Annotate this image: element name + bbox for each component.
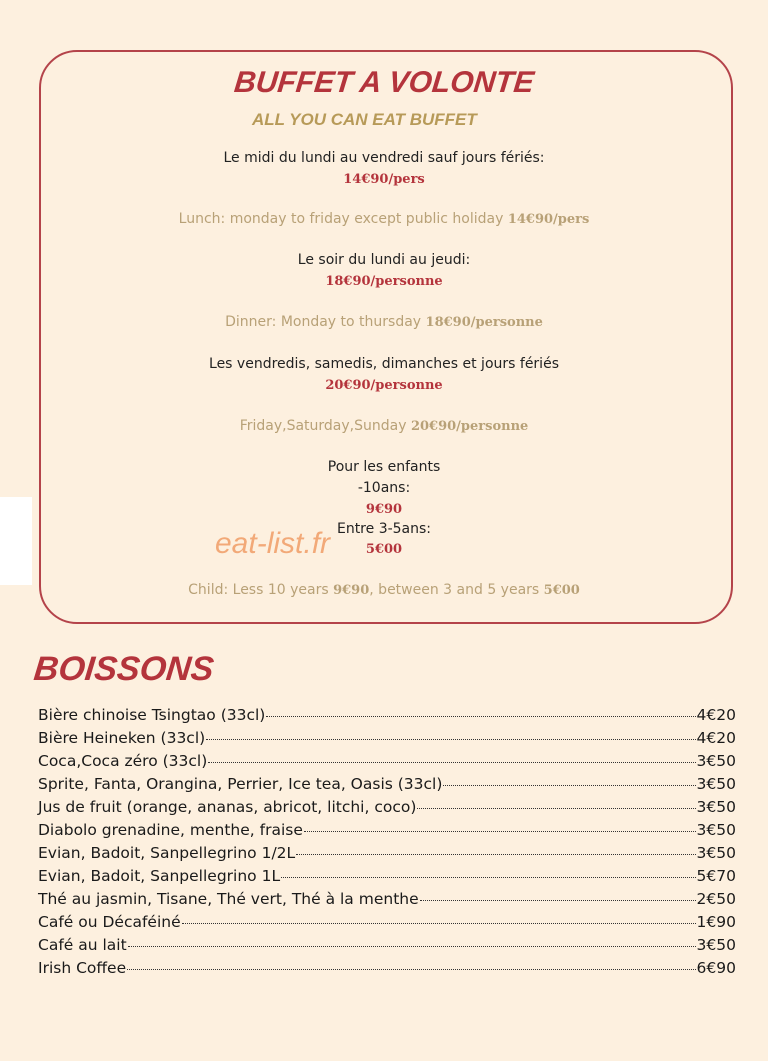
drinks-list (38, 706, 736, 982)
kids-fr-text: Pour les enfants (327, 459, 441, 475)
lunch-fr-text: Le midi du lundi au vendredi sauf jours fériés: (223, 150, 545, 166)
drink-price: 4€20 (696, 729, 736, 747)
boissons-title: BOISSONS (32, 650, 216, 688)
list-item (38, 890, 736, 913)
dot-leader (128, 946, 696, 947)
lunch-fr-price: 14€90/pers (343, 172, 425, 187)
lunch-en-price: 14€90/pers (507, 212, 590, 227)
list-item (38, 913, 736, 936)
dot-leader (208, 762, 695, 763)
weekend-en-line (0, 418, 768, 434)
drink-name: Evian, Badoit, Sanpellegrino 1L (38, 867, 281, 885)
drink-price: 1€90 (696, 913, 736, 931)
drink-price: 3€50 (696, 752, 736, 770)
lunch-fr-price-line (0, 171, 768, 187)
drink-name: Bière chinoise Tsingtao (33cl) (38, 706, 266, 724)
kids-3to5-label: Entre 3-5ans: (336, 521, 432, 537)
watermark: eat-list.fr (215, 527, 331, 560)
list-item (38, 798, 736, 821)
drink-price: 3€50 (696, 775, 736, 793)
drink-name: Thé au jasmin, Tisane, Thé vert, Thé à la menthe (38, 890, 419, 908)
drink-name: Irish Coffee (38, 959, 127, 977)
list-item (38, 867, 736, 890)
dinner-fr-text: Le soir du lundi au jeudi: (297, 252, 471, 268)
weekend-fr-price-line (0, 377, 768, 393)
list-item (38, 752, 736, 775)
drink-price: 2€50 (696, 890, 736, 908)
dot-leader (417, 808, 695, 809)
weekend-en-price: 20€90/personne (410, 419, 529, 434)
child-en-prefix: Child: Less 10 years (188, 582, 329, 598)
dot-leader (420, 900, 696, 901)
dinner-en-line (0, 314, 768, 330)
list-item (38, 706, 736, 729)
drink-price: 3€50 (696, 844, 736, 862)
drink-name: Coca,Coca zéro (33cl) (38, 752, 208, 770)
list-item (38, 844, 736, 867)
drink-name: Café ou Décaféiné (38, 913, 181, 931)
drink-name: Bière Heineken (33cl) (38, 729, 206, 747)
drink-price: 3€50 (696, 936, 736, 954)
buffet-subtitle: ALL YOU CAN EAT BUFFET (252, 110, 477, 129)
dot-leader (281, 877, 695, 878)
dinner-en-price: 18€90/personne (425, 315, 543, 330)
list-item (38, 775, 736, 798)
child-en-price2: 5€00 (543, 583, 580, 598)
drink-price: 4€20 (696, 706, 736, 724)
drink-price: 5€70 (696, 867, 736, 885)
dot-leader (443, 785, 695, 786)
weekend-fr-price: 20€90/personne (325, 378, 443, 393)
drink-name: Jus de fruit (orange, ananas, abricot, litchi, coco) (38, 798, 417, 816)
dot-leader (206, 739, 695, 740)
drink-name: Diabolo grenadine, menthe, fraise (38, 821, 303, 839)
list-item (38, 821, 736, 844)
dinner-en-text: Dinner: Monday to thursday (225, 314, 422, 330)
dot-leader (304, 831, 696, 832)
list-item (38, 959, 736, 982)
lunch-en-text: Lunch: monday to friday except public holiday (178, 211, 504, 227)
dot-leader (266, 716, 695, 717)
list-item (38, 936, 736, 959)
child-en-mid: , between 3 and 5 years (369, 582, 540, 598)
kids-3to5-price-line (0, 541, 768, 557)
kids-under10-price: 9€90 (365, 502, 403, 517)
drink-price: 3€50 (696, 821, 736, 839)
drink-name: Sprite, Fanta, Orangina, Perrier, Ice tea, Oasis (33cl) (38, 775, 443, 793)
kids-under10-label: -10ans: (357, 480, 411, 496)
buffet-title: BUFFET A VOLONTE (232, 66, 536, 99)
child-en-line (0, 582, 768, 598)
dot-leader (296, 854, 695, 855)
dot-leader (182, 923, 696, 924)
child-en-price1: 9€90 (333, 583, 370, 598)
dot-leader (127, 969, 695, 970)
list-item (38, 729, 736, 752)
drink-price: 6€90 (696, 959, 736, 977)
drink-name: Café au lait (38, 936, 127, 954)
dinner-fr-price: 18€90/personne (325, 274, 443, 289)
weekend-fr-text: Les vendredis, samedis, dimanches et jours fériés (209, 356, 559, 372)
drink-name: Evian, Badoit, Sanpellegrino 1/2L (38, 844, 296, 862)
drink-price: 3€50 (696, 798, 736, 816)
dinner-fr-price-line (0, 273, 768, 289)
buffet-frame (39, 50, 733, 624)
lunch-en-line (0, 211, 768, 227)
kids-3to5-price: 5€00 (365, 542, 403, 557)
weekend-en-text: Friday,Saturday,Sunday (239, 418, 407, 434)
kids-under10-price-line (0, 501, 768, 517)
